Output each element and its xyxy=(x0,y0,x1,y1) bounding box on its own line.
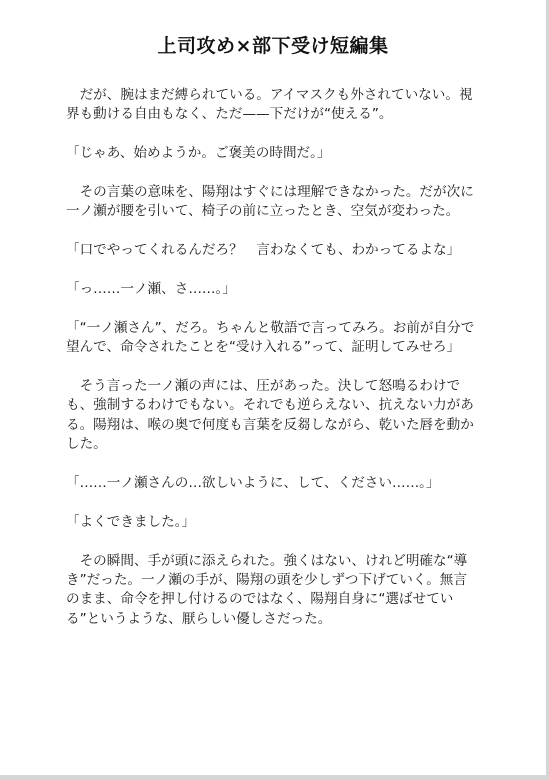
dialogue-paragraph: 「“一ノ瀬さん”、だろ。ちゃんと敬語で言ってみろ。お前が自分で望んで、命令されたことを“受け入れる”って、証明してみせろ」 xyxy=(66,319,475,356)
paragraph: そう言った一ノ瀬の声には、圧があった。決して怒鳴るわけでも、強制するわけでもない。それでも逆らえない、抗えない力がある。陽翔は、喉の奥で何度も言葉を反芻しながら、乾いた唇を動かした。 xyxy=(66,378,474,453)
dialogue-paragraph: 「っ……一ノ瀬、さ……。」 xyxy=(66,281,236,297)
paragraph: その言葉の意味を、陽翔はすぐには理解できなかった。だが次に一ノ瀬が腰を引いて、椅子の前に立ったとき、空気が変わった。 xyxy=(66,184,474,220)
paragraph: だが、腕はまだ縛られている。アイマスクも外されていない。視界も動ける自由もなく、ただ——下だけが“使える”。 xyxy=(66,87,473,123)
dialogue-paragraph: 「口でやってくれるんだろ？ 言わなくても、わかってるよな」 xyxy=(66,242,461,259)
dialogue-paragraph: 「じゃあ、始めようか。ご褒美の時間だ。」 xyxy=(66,145,331,162)
document-body xyxy=(66,86,480,649)
document-title: 上司攻め×部下受け短編集 xyxy=(157,35,389,57)
dialogue-paragraph: 「よくできました。」 xyxy=(66,513,196,530)
paragraph: その瞬間、手が頭に添えられた。強くはない、けれど明確な“導き”だった。一ノ瀬の手が、陽翔の頭を少しずつ下げていく。無言のまま、命令を押し付けるのではなく、陽翔自身に“選ばせている”というような、厭らしい優しさだった。 xyxy=(66,552,468,627)
dialogue-paragraph: 「……一ノ瀬さんの…欲しいように、して、ください……。」 xyxy=(66,475,440,492)
